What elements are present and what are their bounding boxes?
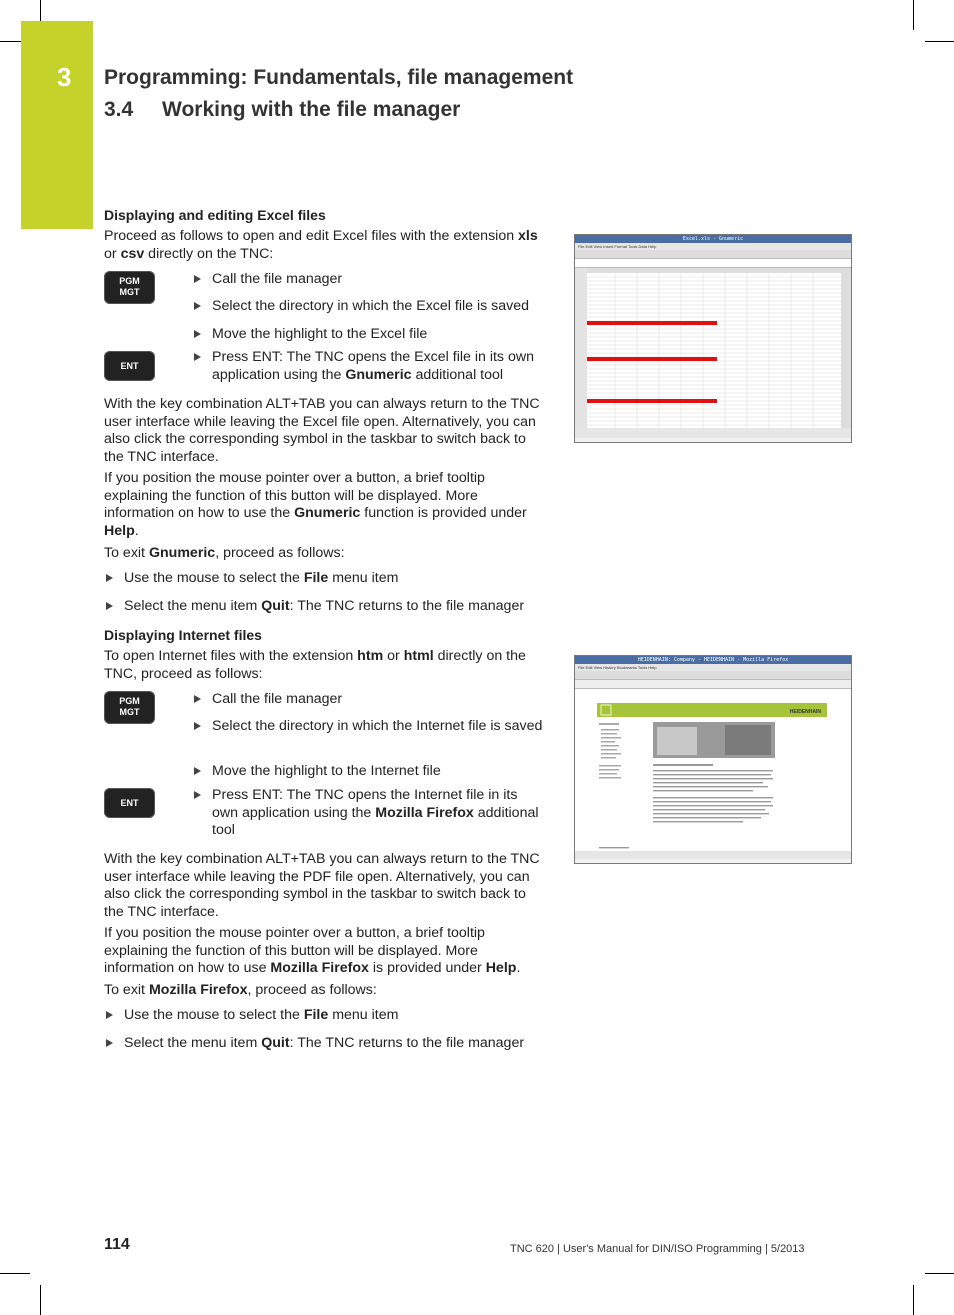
toolbar bbox=[575, 250, 851, 259]
bullet-arrow-icon bbox=[194, 722, 201, 730]
excel-tooltip-paragraph: If you position the mouse pointer over a button, a brief tooltip explaining the function of this button will be displayed. More information on how to use the Gnumeric function is provided under Help. bbox=[104, 470, 527, 539]
excel-exit-intro: To exit Gnumeric, proceed as follows: bbox=[104, 545, 345, 561]
internet-exit-intro: To exit Mozilla Firefox, proceed as follows: bbox=[104, 982, 377, 998]
internet-exit-step-1: Use the mouse to select the File menu item bbox=[104, 1007, 554, 1025]
internet-exit-step-2: Select the menu item Quit: The TNC returns to the file manager bbox=[104, 1035, 554, 1053]
menu-bar: File Edit View Insert Format Tools Data Help bbox=[575, 243, 851, 250]
excel-step-4: Press ENT: The TNC opens the Excel file in its own application using the Gnumeric additional tool bbox=[192, 349, 547, 384]
chapter-title: Programming: Fundamentals, file management bbox=[104, 66, 574, 89]
bullet-arrow-icon bbox=[194, 767, 201, 775]
section-number: 3.4 bbox=[104, 98, 134, 121]
internet-step-1: Call the file manager bbox=[192, 691, 547, 709]
internet-tooltip-paragraph: If you position the mouse pointer over a button, a brief tooltip explaining the function of this button will be displayed. More information on how to use Mozilla Firefox is provided under Help. bbox=[104, 925, 521, 977]
excel-step-3: Move the highlight to the Excel file bbox=[192, 326, 547, 344]
internet-heading: Displaying Internet files bbox=[104, 627, 262, 643]
crop-mark bbox=[40, 1285, 41, 1315]
internet-alt-tab-paragraph: With the key combination ALT+TAB you can always return to the TNC user interface while leaving the PDF file open. Alternatively, you can also click the corresponding symbol in the taskbar to switch back to the TNC interface. bbox=[104, 851, 540, 920]
heidenhain-logo: HEIDENHAIN bbox=[789, 709, 821, 715]
gnumeric-screenshot bbox=[574, 234, 852, 443]
internet-step-3: Move the highlight to the Internet file bbox=[192, 763, 547, 781]
menu-bar: File Edit View History Bookmarks Tools Help bbox=[575, 664, 851, 671]
window-titlebar: HEIDENHAIN: Company - HEIDENHAIN - Mozilla Firefox bbox=[575, 656, 851, 664]
bullet-arrow-icon bbox=[106, 1039, 113, 1047]
bullet-arrow-icon bbox=[194, 330, 201, 338]
ent-key: ENT bbox=[104, 351, 155, 381]
manual-footer: TNC 620 | User's Manual for DIN/ISO Programming | 5/2013 bbox=[510, 1243, 805, 1255]
excel-step-2: Select the directory in which the Excel file is saved bbox=[192, 298, 547, 316]
excel-alt-tab-paragraph: With the key combination ALT+TAB you can always return to the TNC user interface while leaving the Excel file open. Alternatively, you can also click the corresponding symbol in the taskbar to switch back to the TNC interface. bbox=[104, 396, 540, 465]
internet-step-2: Select the directory in which the Internet file is saved bbox=[192, 718, 547, 736]
bullet-arrow-icon bbox=[194, 353, 201, 361]
bullet-arrow-icon bbox=[194, 275, 201, 283]
crop-mark bbox=[0, 41, 22, 42]
crop-mark bbox=[0, 1273, 30, 1274]
spreadsheet-grid bbox=[575, 268, 851, 438]
bullet-arrow-icon bbox=[194, 302, 201, 310]
internet-step-4: Press ENT: The TNC opens the Internet file in its own application using the Mozilla Firefox additional tool bbox=[192, 787, 547, 840]
excel-step-1: Call the file manager bbox=[192, 271, 547, 289]
bullet-arrow-icon bbox=[194, 791, 201, 799]
crop-mark bbox=[913, 0, 914, 30]
bullet-arrow-icon bbox=[106, 602, 113, 610]
bullet-arrow-icon bbox=[194, 695, 201, 703]
excel-intro: Proceed as follows to open and edit Excel files with the extension xls or csv directly on the TNC: bbox=[104, 228, 538, 262]
bullet-arrow-icon bbox=[106, 1011, 113, 1019]
bookmarks-bar bbox=[575, 680, 851, 689]
firefox-screenshot bbox=[574, 655, 852, 864]
section-title: Working with the file manager bbox=[162, 98, 461, 121]
bullet-arrow-icon bbox=[106, 574, 113, 582]
internet-intro: To open Internet files with the extension htm or html directly on the TNC, proceed as follows: bbox=[104, 648, 526, 682]
toolbar bbox=[575, 671, 851, 680]
excel-heading: Displaying and editing Excel files bbox=[104, 207, 326, 223]
page-number: 114 bbox=[104, 1236, 130, 1253]
crop-mark bbox=[925, 1273, 954, 1274]
ent-key: ENT bbox=[104, 788, 155, 818]
excel-exit-step-1: Use the mouse to select the File menu item bbox=[104, 570, 554, 588]
window-titlebar: Excel.xls - Gnumeric bbox=[575, 235, 851, 243]
pgm-mgt-key: PGM MGT bbox=[104, 271, 155, 304]
formula-bar bbox=[575, 259, 851, 268]
crop-mark bbox=[925, 41, 954, 42]
pgm-mgt-key: PGM MGT bbox=[104, 691, 155, 724]
chapter-number: 3 bbox=[57, 62, 72, 92]
chapter-tab bbox=[21, 21, 93, 229]
web-page-view bbox=[575, 689, 851, 859]
crop-mark bbox=[913, 1285, 914, 1315]
excel-exit-step-2: Select the menu item Quit: The TNC returns to the file manager bbox=[104, 598, 554, 616]
